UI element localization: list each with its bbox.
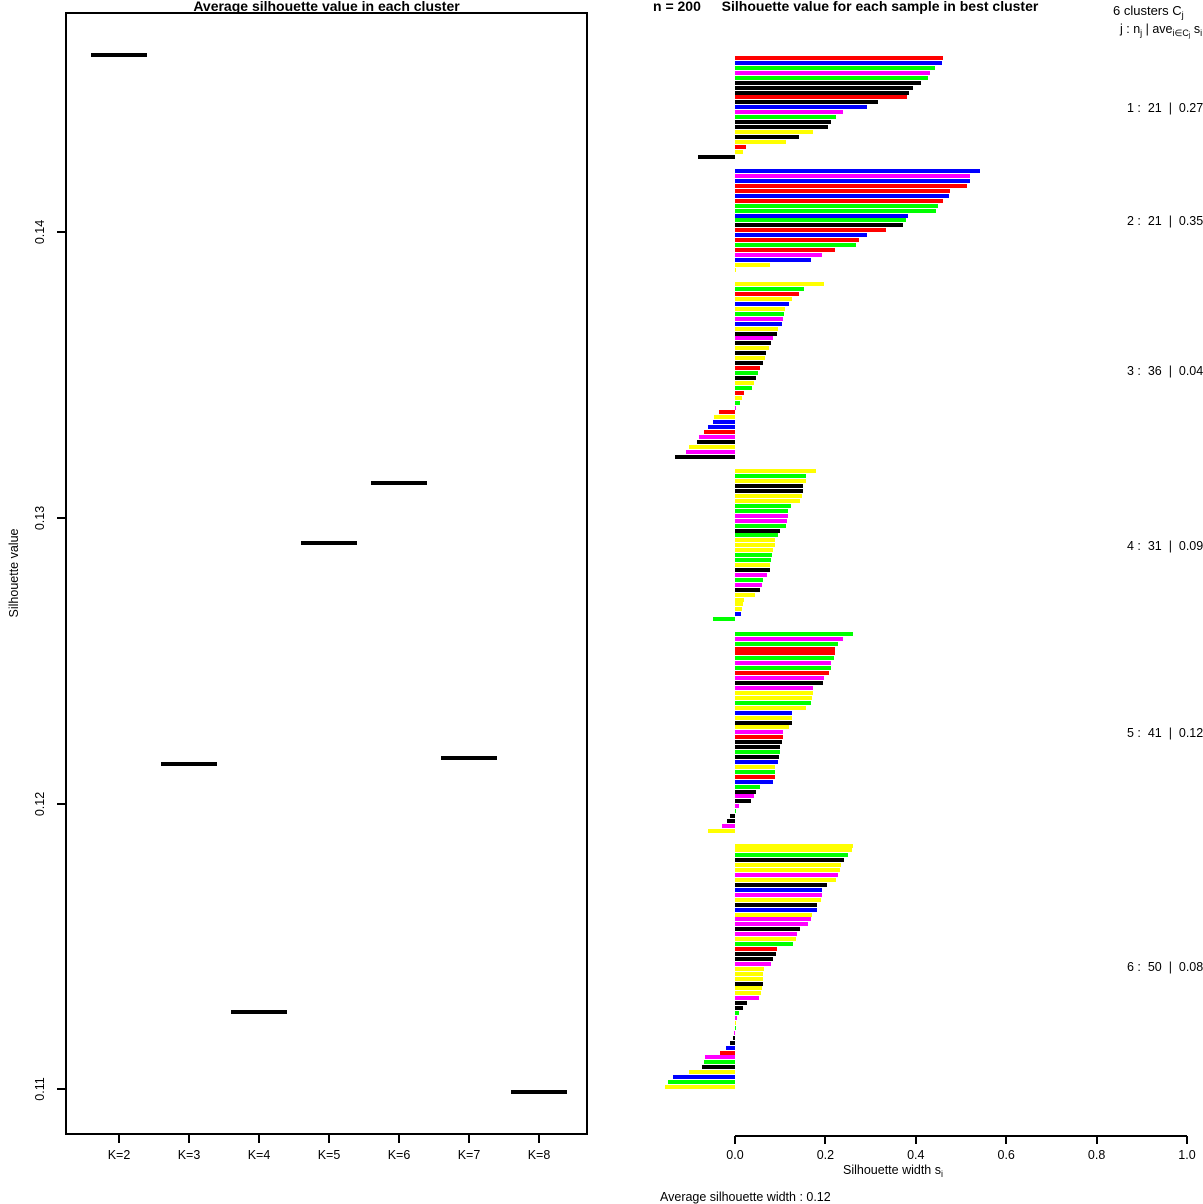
silhouette-bar	[735, 740, 782, 744]
silhouette-bar	[735, 258, 811, 262]
x-axis-tick	[258, 1135, 260, 1143]
x-tick-label: 1.0	[1178, 1148, 1196, 1162]
silhouette-bar	[735, 135, 799, 139]
silhouette-bar	[735, 297, 792, 301]
silhouette-bar	[735, 602, 743, 606]
label-fragment: 6 clusters C	[1113, 3, 1182, 18]
y-axis-tick	[57, 231, 65, 233]
x-tick-label: K=4	[247, 1148, 271, 1162]
x-tick-label: K=6	[387, 1148, 411, 1162]
silhouette-bar	[735, 199, 943, 203]
silhouette-bar	[735, 253, 822, 257]
silhouette-bar	[735, 1011, 739, 1015]
silhouette-bar	[689, 1070, 735, 1074]
silhouette-bar	[668, 1080, 735, 1084]
silhouette-bar	[735, 519, 787, 523]
silhouette-bar	[735, 91, 909, 95]
silhouette-bar	[735, 666, 831, 670]
silhouette-bar	[735, 563, 770, 567]
silhouette-bar	[735, 986, 762, 990]
x-axis-tick	[468, 1135, 470, 1143]
silhouette-bar	[735, 804, 739, 808]
silhouette-bar	[735, 125, 828, 129]
x-tick-label: K=3	[177, 1148, 201, 1162]
silhouette-bar	[735, 725, 789, 729]
silhouette-bar	[735, 588, 760, 592]
title-overlay-n200: n = 200	[653, 0, 701, 14]
silhouette-bar	[735, 469, 816, 473]
x-axis-line	[735, 1135, 1187, 1137]
x-tick-label: K=2	[107, 1148, 131, 1162]
silhouette-bar	[735, 583, 762, 587]
x-axis-tick	[734, 1136, 736, 1144]
x-tick-label: 0.0	[726, 1148, 744, 1162]
silhouette-bar	[735, 942, 793, 946]
silhouette-bar	[735, 991, 761, 995]
x-axis-tick	[188, 1135, 190, 1143]
avg-silhouette-dash	[371, 481, 427, 485]
silhouette-bar	[735, 484, 803, 488]
silhouette-bar	[735, 598, 744, 602]
silhouette-bar	[735, 888, 822, 892]
silhouette-bar	[735, 755, 779, 759]
silhouette-bar	[735, 701, 811, 705]
silhouette-bar	[735, 233, 867, 237]
silhouette-bar	[735, 676, 824, 680]
silhouette-bar	[735, 401, 740, 405]
silhouette-bar	[735, 947, 777, 951]
silhouette-bar	[735, 209, 936, 213]
silhouette-bar	[735, 356, 765, 360]
label-fragment: i	[1200, 27, 1203, 38]
silhouette-bar	[735, 169, 980, 173]
silhouette-bar	[714, 415, 735, 419]
silhouette-bar	[686, 450, 735, 454]
silhouette-bar	[733, 1036, 735, 1040]
silhouette-bar	[735, 312, 784, 316]
silhouette-bar	[735, 632, 853, 636]
x-axis-tick	[398, 1135, 400, 1143]
silhouette-bar	[735, 848, 852, 852]
avg-silhouette-dash	[91, 53, 147, 57]
silhouette-bar	[735, 204, 938, 208]
silhouette-bar	[735, 317, 783, 321]
silhouette-bar	[735, 765, 775, 769]
avg-silhouette-dash	[511, 1090, 567, 1094]
silhouette-bar	[735, 115, 836, 119]
silhouette-bar	[735, 898, 821, 902]
x-tick-label: 0.8	[1087, 1148, 1106, 1162]
silhouette-bar	[735, 86, 913, 90]
silhouette-bar	[735, 917, 811, 921]
silhouette-bar	[735, 962, 771, 966]
silhouette-bar	[735, 647, 835, 651]
silhouette-bar	[735, 474, 806, 478]
silhouette-bar	[726, 1046, 735, 1050]
silhouette-bar	[735, 553, 772, 557]
silhouette-bar	[698, 155, 735, 159]
silhouette-bar	[735, 661, 831, 665]
silhouette-bar	[735, 56, 943, 60]
silhouette-bar	[735, 140, 786, 144]
silhouette-bar	[704, 1060, 735, 1064]
x-tick-label: 0.6	[997, 1148, 1015, 1162]
silhouette-bar	[735, 932, 797, 936]
silhouette-bar	[735, 770, 775, 774]
silhouette-bar	[735, 1021, 736, 1025]
silhouette-bar	[735, 750, 780, 754]
legend-line2	[1120, 21, 1202, 40]
y-axis-tick	[57, 803, 65, 805]
silhouette-bar	[735, 716, 792, 720]
silhouette-bar	[735, 780, 773, 784]
silhouette-bar	[735, 145, 746, 149]
silhouette-bar	[735, 593, 755, 597]
label-fragment: s	[1190, 22, 1201, 36]
silhouette-bar	[735, 858, 844, 862]
silhouette-bar	[735, 656, 834, 660]
silhouette-bar	[735, 105, 867, 109]
x-tick-label: K=7	[457, 1148, 481, 1162]
silhouette-bar	[735, 120, 831, 124]
silhouette-bar	[730, 814, 735, 818]
silhouette-bar	[735, 686, 813, 690]
silhouette-bar	[735, 893, 822, 897]
silhouette-bar	[735, 671, 829, 675]
silhouette-bar	[727, 819, 735, 823]
y-tick-text: 0.13	[33, 505, 47, 530]
silhouette-bar	[735, 977, 763, 981]
left-plot-frame	[65, 12, 588, 1135]
x-axis-tick	[118, 1135, 120, 1143]
silhouette-bar	[708, 425, 735, 429]
silhouette-bar	[735, 568, 770, 572]
silhouette-bar	[735, 494, 802, 498]
silhouette-bar	[735, 95, 907, 99]
silhouette-bar	[702, 1065, 735, 1069]
right-chart-title: Silhouette value for each sample in best cluster	[721, 0, 1039, 14]
silhouette-bar	[708, 829, 735, 833]
silhouette-bar	[735, 785, 760, 789]
label-fragment: i	[940, 1168, 943, 1179]
silhouette-bar	[735, 735, 783, 739]
silhouette-bar	[704, 430, 735, 434]
silhouette-bar	[735, 922, 808, 926]
x-axis-tick	[1096, 1136, 1098, 1144]
cluster-legend	[1113, 2, 1202, 40]
y-axis-label-text: Silhouette value	[7, 528, 21, 618]
y-tick-text: 0.14	[33, 219, 47, 245]
silhouette-bar	[735, 691, 813, 695]
silhouette-bar	[735, 775, 775, 779]
silhouette-bar	[735, 799, 751, 803]
silhouette-bar	[689, 445, 735, 449]
silhouette-bar	[735, 883, 827, 887]
silhouette-bar	[735, 327, 778, 331]
silhouette-bar	[720, 1051, 735, 1055]
silhouette-bar	[735, 937, 796, 941]
silhouette-bar	[735, 952, 776, 956]
silhouette-bar	[735, 214, 908, 218]
silhouette-bar	[735, 361, 763, 365]
silhouette-bar	[735, 878, 836, 882]
cluster-label: 1 : 21 | 0.27	[1127, 100, 1203, 115]
x-tick-label: 0.2	[816, 1148, 835, 1162]
avg-silhouette-dash	[161, 762, 217, 766]
silhouette-bar	[735, 179, 970, 183]
silhouette-bar	[735, 548, 773, 552]
x-axis-tick	[915, 1136, 917, 1144]
legend-line1	[1113, 2, 1202, 21]
silhouette-bar	[735, 711, 792, 715]
silhouette-bar	[713, 617, 735, 621]
label-fragment: j	[1140, 27, 1143, 38]
silhouette-bar	[735, 322, 782, 326]
silhouette-bar	[735, 292, 799, 296]
silhouette-bar	[735, 1016, 737, 1020]
silhouette-bar	[735, 868, 840, 872]
silhouette-bar	[719, 410, 735, 414]
silhouette-bar	[735, 189, 950, 193]
label-fragment: j	[1188, 32, 1191, 40]
silhouette-bar	[735, 903, 817, 907]
silhouette-bar	[735, 696, 812, 700]
silhouette-bar	[735, 76, 928, 80]
silhouette-bar	[735, 366, 760, 370]
silhouette-bar	[697, 440, 735, 444]
silhouette-bar	[735, 238, 859, 242]
silhouette-bar	[735, 150, 743, 154]
silhouette-bar	[735, 504, 791, 508]
x-axis-label	[843, 1163, 943, 1177]
x-tick-label: K=5	[317, 1148, 341, 1162]
x-axis-tick	[1186, 1136, 1188, 1144]
silhouette-bar	[735, 794, 754, 798]
x-tick-label: 0.4	[907, 1148, 925, 1162]
silhouette-bar	[735, 346, 769, 350]
silhouette-bar	[735, 71, 930, 75]
silhouette-bar	[735, 721, 792, 725]
silhouette-bar	[735, 130, 813, 134]
silhouette-bar	[673, 1075, 735, 1079]
silhouette-bar	[735, 524, 786, 528]
silhouette-bar	[735, 637, 843, 641]
silhouette-bar	[735, 307, 785, 311]
avg-silhouette-dash	[441, 756, 497, 760]
silhouette-bar	[735, 543, 775, 547]
silhouette-bar	[735, 967, 764, 971]
silhouette-bar	[735, 1026, 736, 1030]
silhouette-bar	[735, 391, 744, 395]
x-axis-tick	[1005, 1136, 1007, 1144]
silhouette-bar	[735, 514, 788, 518]
silhouette-bar	[735, 607, 742, 611]
silhouette-bar	[735, 223, 903, 227]
silhouette-bar	[735, 194, 949, 198]
label-fragment: j : n	[1120, 22, 1141, 36]
y-tick-text: 0.12	[33, 791, 47, 816]
silhouette-bar	[735, 533, 778, 537]
silhouette-bar	[735, 81, 921, 85]
silhouette-bar	[735, 351, 766, 355]
silhouette-bar	[735, 790, 756, 794]
silhouette-bar	[699, 435, 735, 439]
silhouette-bar	[735, 873, 838, 877]
silhouette-bar	[735, 218, 906, 222]
left-chart-title: Average silhouette value in each cluster	[193, 0, 460, 14]
label-fragment: i∈C	[1172, 27, 1189, 38]
silhouette-bar	[735, 573, 767, 577]
label-fragment: j	[1181, 9, 1184, 20]
cluster-label: 5 : 41 | 0.12	[1127, 725, 1203, 740]
silhouette-bar	[735, 760, 778, 764]
silhouette-bar	[730, 1041, 735, 1045]
x-axis-tick	[328, 1135, 330, 1143]
silhouette-bar	[735, 66, 935, 70]
silhouette-bar	[735, 558, 771, 562]
y-axis-tick	[57, 517, 65, 519]
silhouette-bar	[735, 243, 856, 247]
silhouette-bar	[675, 455, 735, 459]
silhouette-bar	[735, 730, 783, 734]
silhouette-bar	[705, 1055, 735, 1059]
silhouette-bar	[735, 381, 754, 385]
x-axis-tick	[538, 1135, 540, 1143]
silhouette-bar	[735, 406, 736, 410]
x-tick-label: K=8	[527, 1148, 551, 1162]
silhouette-bar	[735, 908, 817, 912]
silhouette-bar	[735, 972, 763, 976]
silhouette-bar	[735, 263, 770, 267]
silhouette-bar	[735, 336, 773, 340]
silhouette-bar	[735, 913, 812, 917]
silhouette-bar	[735, 110, 843, 114]
silhouette-bar	[665, 1085, 735, 1089]
silhouette-bar	[713, 420, 735, 424]
silhouette-bar	[735, 479, 806, 483]
silhouette-bar	[735, 268, 736, 272]
silhouette-bar	[735, 396, 742, 400]
silhouette-bar	[735, 61, 942, 65]
cluster-label: 4 : 31 | 0.09	[1127, 538, 1203, 553]
silhouette-bar	[735, 371, 758, 375]
label-fragment: Silhouette width s	[843, 1163, 941, 1177]
silhouette-bar	[735, 332, 777, 336]
avg-silhouette-dash	[301, 541, 357, 545]
silhouette-bar	[735, 706, 806, 710]
silhouette-bar	[735, 642, 838, 646]
silhouette-bar	[735, 499, 800, 503]
silhouette-bar	[735, 982, 763, 986]
silhouette-bar	[735, 853, 848, 857]
silhouette-bar	[735, 376, 756, 380]
silhouette-bar	[735, 184, 967, 188]
silhouette-bar	[735, 745, 780, 749]
silhouette-bar	[735, 489, 803, 493]
silhouette-bar	[735, 538, 775, 542]
silhouette-bar	[735, 1006, 743, 1010]
silhouette-bar	[735, 228, 886, 232]
silhouette-bar	[735, 863, 841, 867]
silhouette-bar	[735, 341, 771, 345]
silhouette-bar	[734, 1031, 735, 1035]
silhouette-bar	[735, 282, 824, 286]
x-axis-tick	[824, 1136, 826, 1144]
silhouette-bar	[735, 386, 752, 390]
silhouette-bar	[735, 509, 788, 513]
silhouette-bar	[735, 529, 780, 533]
avg-silhouette-dash	[231, 1010, 287, 1014]
silhouette-bar	[735, 681, 823, 685]
label-fragment: | ave	[1142, 22, 1173, 36]
silhouette-bar	[735, 996, 759, 1000]
silhouette-bar	[735, 248, 835, 252]
y-axis-tick	[57, 1088, 65, 1090]
silhouette-bar	[735, 287, 804, 291]
average-width-footer: Average silhouette width : 0.12	[660, 1190, 831, 1204]
silhouette-bar	[722, 824, 735, 828]
silhouette-bar	[735, 957, 773, 961]
cluster-label: 6 : 50 | 0.08	[1127, 959, 1203, 974]
silhouette-bar	[735, 612, 741, 616]
silhouette-bar	[735, 302, 789, 306]
silhouette-bar	[735, 100, 878, 104]
cluster-label: 2 : 21 | 0.35	[1127, 213, 1203, 228]
silhouette-bar	[735, 578, 763, 582]
silhouette-bar	[735, 927, 800, 931]
cluster-label: 3 : 36 | 0.04	[1127, 364, 1203, 378]
silhouette-bar	[735, 809, 736, 813]
y-tick-text: 0.11	[33, 1077, 47, 1101]
silhouette-bar	[735, 651, 835, 655]
silhouette-bar	[735, 844, 853, 848]
silhouette-bar	[735, 1001, 747, 1005]
silhouette-bar	[735, 174, 970, 178]
